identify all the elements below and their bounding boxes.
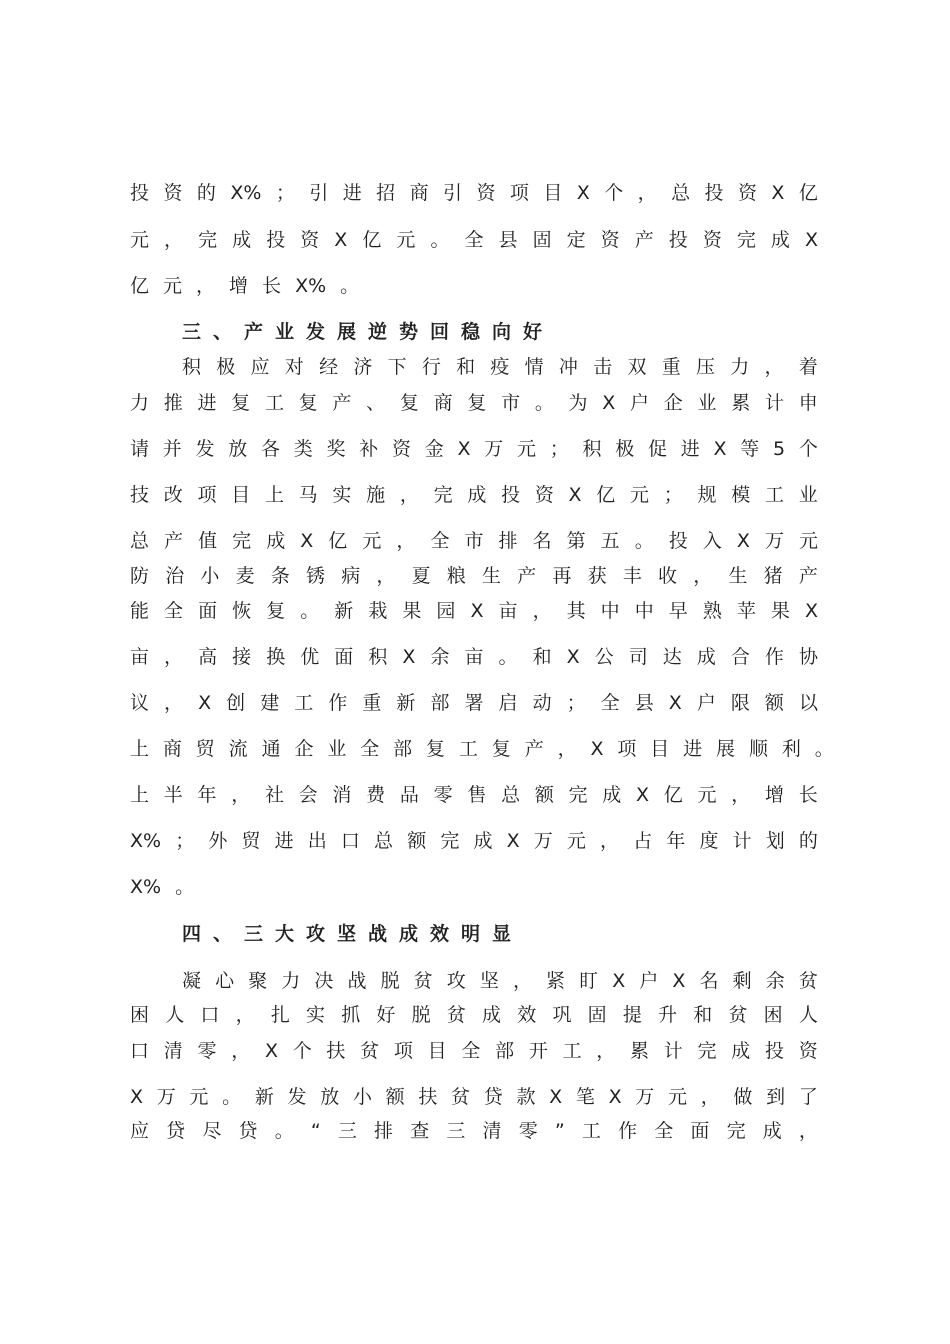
paragraph-line: 元 ， 完 成 投 资 X 亿 元 。 全 县 固 定 资 产 投 资 完 成 X bbox=[130, 229, 818, 251]
paragraph-line: 能 全 面 恢 复 。 新 栽 果 园 X 亩 ， 其 中 中 早 熟 苹 果 X bbox=[130, 600, 818, 622]
paragraph-line: 投 资 的 X% ； 引 进 招 商 引 资 项 目 X 个 ， 总 投 资 X 亿 bbox=[130, 182, 818, 204]
paragraph-line: X% ； 外 贸 进 出 口 总 额 完 成 X 万 元 ， 占 年 度 计 划 的 bbox=[130, 830, 818, 852]
paragraph-line: 总 产 值 完 成 X 亿 元 ， 全 市 排 名 第 五 。 投 入 X 万 元 bbox=[130, 530, 818, 552]
paragraph-line: 积 极 应 对 经 济 下 行 和 疫 情 冲 击 双 重 压 力 ， 着 bbox=[182, 356, 818, 378]
section-heading: 四、三大攻坚战成效明显 bbox=[182, 923, 524, 945]
paragraph-line: 上 商 贸 流 通 企 业 全 部 复 工 复 产 ， X 项 目 进 展 顺 利 。 bbox=[130, 738, 834, 760]
paragraph-line: 应 贷 尽 贷 。 “ 三 排 查 三 清 零 ” 工 作 全 面 完 成 ， bbox=[130, 1120, 818, 1142]
paragraph-line: 困 人 口 ， 扎 实 抓 好 脱 贫 成 效 巩 固 提 升 和 贫 困 人 bbox=[130, 1004, 818, 1026]
paragraph-line: 上 半 年 ， 社 会 消 费 品 零 售 总 额 完 成 X 亿 元 ， 增 长 bbox=[130, 784, 818, 806]
paragraph-line: 亩 ， 高 接 换 优 面 积 X 余 亩 。 和 X 公 司 达 成 合 作 协 bbox=[130, 646, 818, 668]
paragraph-line: 口 清 零 ， X 个 扶 贫 项 目 全 部 开 工 ， 累 计 完 成 投 资 bbox=[130, 1040, 818, 1062]
paragraph-line: X% 。 bbox=[130, 876, 195, 898]
paragraph-line: 防 治 小 麦 条 锈 病 ， 夏 粮 生 产 再 获 丰 收 ， 生 猪 产 bbox=[130, 565, 818, 587]
section-heading: 三、产业发展逆势回稳向好 bbox=[182, 321, 555, 343]
paragraph-line: 议 ， X 创 建 工 作 重 新 部 署 启 动 ； 全 县 X 户 限 额 以 bbox=[130, 692, 818, 714]
paragraph-line: X 万 元 。 新 发 放 小 额 扶 贫 贷 款 X 笔 X 万 元 ， 做 到 了 bbox=[130, 1086, 818, 1108]
paragraph-line: 技 改 项 目 上 马 实 施 ， 完 成 投 资 X 亿 元 ； 规 模 工 业 bbox=[130, 484, 818, 506]
paragraph-line: 力 推 进 复 工 复 产 、 复 商 复 市 。 为 X 户 企 业 累 计 申 bbox=[130, 392, 818, 414]
paragraph-line: 亿 元 ， 增 长 X% 。 bbox=[130, 275, 360, 297]
paragraph-line: 请 并 发 放 各 类 奖 补 资 金 X 万 元 ； 积 极 促 进 X 等 5 个 bbox=[130, 438, 818, 460]
paragraph-line: 凝 心 聚 力 决 战 脱 贫 攻 坚 ， 紧 盯 X 户 X 名 剩 余 贫 bbox=[182, 970, 818, 992]
